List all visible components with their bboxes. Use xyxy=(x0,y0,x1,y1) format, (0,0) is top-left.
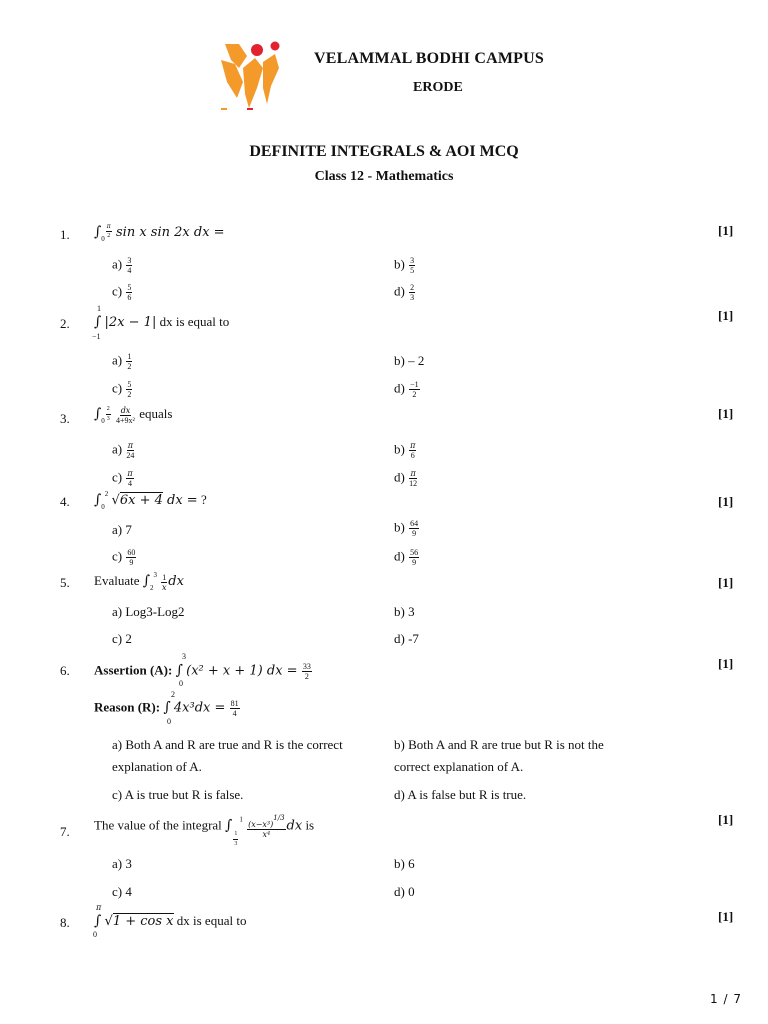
option-c[interactable]: c) 2 xyxy=(112,631,132,646)
option-c[interactable]: c) A is true but R is false. xyxy=(112,787,244,802)
question-text: $\int_0$ $\frac{2}{3}$ $\frac{dx}{\text{4+9x²}}$ equals xyxy=(94,405,173,425)
question-text: $\int_0$ $\frac{\pi}{2}$ sin x sin 2x dx = xyxy=(94,223,225,243)
upper-limit: 1 xyxy=(97,304,101,313)
option-c[interactable]: c) $\frac{5}{6}$ xyxy=(112,283,132,302)
option-b[interactable]: b) $\frac{\pi}{6}$ xyxy=(394,441,416,460)
school-city: ERODE xyxy=(413,80,463,95)
school-name: VELAMMAL BODHI CAMPUS xyxy=(314,50,544,67)
question-number: 7. xyxy=(60,824,70,839)
question-mark: [1] xyxy=(718,656,734,671)
question-text: ∫ |2x − 1| dx is equal to xyxy=(94,314,230,330)
option-d[interactable]: d) A is false but R is true. xyxy=(394,787,527,802)
option-a[interactable]: a) 3 xyxy=(112,856,132,871)
question-mark: [1] xyxy=(718,308,734,323)
question-number: 4. xyxy=(60,494,70,509)
option-d[interactable]: d) -7 xyxy=(394,631,419,646)
question-number: 1. xyxy=(60,227,70,242)
option-a[interactable]: a) 7 xyxy=(112,522,132,537)
question-text: $\int_0^2$ √6x + 4 dx = ? xyxy=(94,490,207,511)
option-b[interactable]: b) $\frac{64}{9}$ xyxy=(394,519,419,538)
worksheet-title: DEFINITE INTEGRALS & AOI MCQ xyxy=(249,143,519,160)
option-a[interactable]: a) $\frac{1}{2}$ xyxy=(112,352,132,371)
question-mark: [1] xyxy=(718,909,734,924)
option-c[interactable]: c) $\frac{\pi}{4}$ xyxy=(112,469,133,488)
option-b[interactable]: b) Both A and R are true but R is not the correct explanation of A. xyxy=(394,737,604,774)
assertion-text: Assertion (A): ∫ (x² + x + 1) dx = $\frac{33}{2}$ xyxy=(94,662,311,681)
worksheet-subtitle: Class 12 - Mathematics xyxy=(314,169,454,184)
option-d[interactable]: d) $\frac{-1}{2}$ xyxy=(394,380,419,399)
question-mark: [1] xyxy=(718,406,734,421)
page-number: 1 / 7 xyxy=(710,992,742,1006)
question-number: 2. xyxy=(60,316,70,331)
lower-limit: −1 xyxy=(92,332,101,341)
lower-limit: 0 xyxy=(93,930,97,939)
question-mark: [1] xyxy=(718,812,734,827)
question-number: 8. xyxy=(60,915,70,930)
question-mark: [1] xyxy=(718,223,734,238)
option-d[interactable]: d) $\frac{2}{3}$ xyxy=(394,283,415,302)
option-a[interactable]: a) Log3-Log2 xyxy=(112,604,185,619)
question-number: 3. xyxy=(60,411,70,426)
question-number: 6. xyxy=(60,663,70,678)
lower-limit: 0 xyxy=(167,717,171,726)
option-d[interactable]: d) $\frac{56}{9}$ xyxy=(394,548,419,567)
lower-limit: 0 xyxy=(179,679,183,688)
reason-text: Reason (R): ∫ 4x³dx = $\frac{81}{4}$ xyxy=(94,699,239,718)
option-b[interactable]: b) 6 xyxy=(394,856,415,871)
option-c[interactable]: c) $\frac{60}{9}$ xyxy=(112,548,136,567)
question-mark: [1] xyxy=(718,494,734,509)
question-mark: [1] xyxy=(718,575,734,590)
option-d[interactable]: d) $\frac{\pi}{12}$ xyxy=(394,469,418,488)
upper-limit: 2 xyxy=(171,690,175,699)
option-a[interactable]: a) Both A and R are true and R is the correct explanation of A. xyxy=(112,737,343,774)
question-text: Evaluate $\int_2^3$ $\frac{1}{x}$ dx xyxy=(94,571,184,592)
option-d[interactable]: d) 0 xyxy=(394,884,415,899)
question-number: 5. xyxy=(60,575,70,590)
option-a[interactable]: a) $\frac{\pi}{24}$ xyxy=(112,441,135,460)
option-b[interactable]: b) – 2 xyxy=(394,353,425,368)
upper-limit: π xyxy=(96,903,102,912)
question-text: The value of the integral ∫ $\frac{1}{3}$ $^1$ $\frac{\text{(x−x³)1/3}}{\text{x⁴}}$ dx is xyxy=(94,814,315,848)
option-c[interactable]: c) $\frac{5}{2}$ xyxy=(112,380,132,399)
option-b[interactable]: b) $\frac{3}{5}$ xyxy=(394,256,415,275)
school-logo xyxy=(217,38,283,112)
option-a[interactable]: a) $\frac{3}{4}$ xyxy=(112,256,132,275)
question-text: ∫ √1 + cos x dx is equal to xyxy=(94,913,247,929)
option-b[interactable]: b) 3 xyxy=(394,604,415,619)
upper-limit: 3 xyxy=(182,652,186,661)
option-c[interactable]: c) 4 xyxy=(112,884,132,899)
